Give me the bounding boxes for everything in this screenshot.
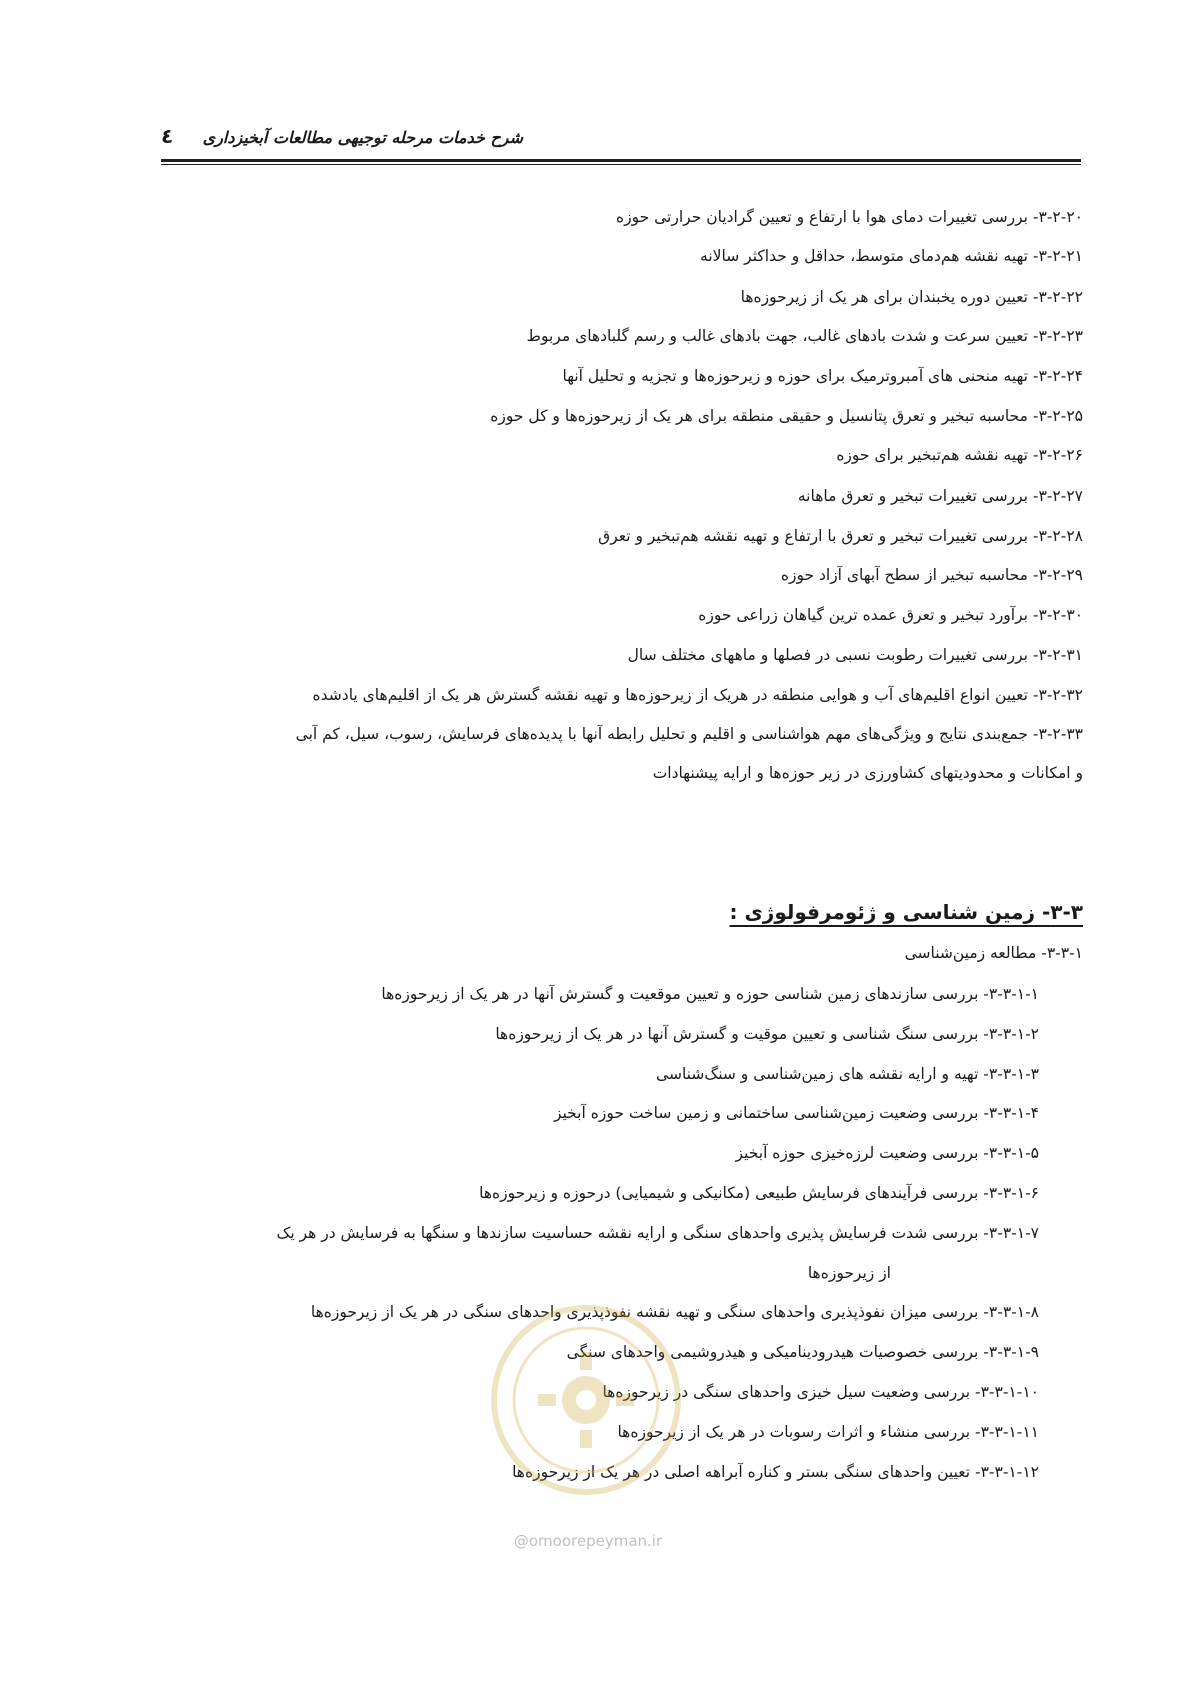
list-item: ۳-۳-۱-۵- بررسی وضعیت لرزه‌خیزی حوزه آبخیز	[735, 1144, 1039, 1162]
list-item: ۳-۲-۲۸- بررسی تغییرات تبخیر و تعرق با ارتفاع و تهیه نقشه هم‌تبخیر و تعرق	[598, 527, 1083, 545]
list-item-continuation: و امکانات و محدودیتهای کشاورزی در زیر حوزه‌ها و ارایه پیشنهادات	[652, 764, 1083, 782]
list-item: ۳-۳-۱-۹- بررسی خصوصیات هیدرودینامیکی و هیدروشیمی واحدهای سنگی	[566, 1343, 1039, 1361]
list-item: ۳-۲-۲۴- تهیه منحنی های آمبروترمیک برای حوزه و زیرحوزه‌ها و تجزیه و تحلیل آنها	[562, 367, 1083, 385]
list-item-continuation: از زیرحوزه‌ها	[807, 1264, 891, 1282]
list-item: ۳-۲-۲۲- تعیین دوره یخبندان برای هر یک از زیرحوزه‌ها	[740, 288, 1083, 306]
list-item: ۳-۲-۲۳- تعیین سرعت و شدت بادهای غالب، جهت بادهای غالب و رسم گلبادهای مربوط	[526, 327, 1083, 345]
list-item: ۳-۲-۲۹- محاسبه تبخیر از سطح آبهای آزاد حوزه	[780, 566, 1083, 584]
page-number: ٤	[161, 124, 174, 148]
list-item: ۳-۲-۲۱- تهیه نقشه هم‌دمای متوسط، حداقل و حداکثر سالانه	[700, 247, 1083, 265]
header-rule-thin	[161, 164, 1081, 165]
list-item: ۳-۳-۱-۱۲- تعیین واحدهای سنگی بستر و کناره آبراهه اصلی در هر یک از زیرحوزه‌ها	[512, 1463, 1039, 1481]
section-heading: ۳-۳- زمین شناسی و ژئومرفولوژی :	[729, 900, 1083, 924]
list-item: ۳-۲-۳۰- برآورد تبخیر و تعرق عمده ترین گیاهان زراعی حوزه	[698, 606, 1083, 624]
list-item: ۳-۳-۱-۱۰- بررسی وضعیت سیل خیزی واحدهای سنگی در زیرحوزه‌ها	[602, 1383, 1039, 1401]
watermark-site-text: @omoorepeyman.ir	[513, 1532, 663, 1550]
list-item: ۳-۲-۲۰- بررسی تغییرات دمای هوا با ارتفاع و تعیین گرادیان حرارتی حوزه	[616, 208, 1083, 226]
list-item: ۳-۲-۳۱- بررسی تغییرات رطوبت نسبی در فصلها و ماههای مختلف سال	[627, 646, 1083, 664]
subsection-title: ۳-۳-۱- مطالعه زمین‌شناسی	[904, 944, 1083, 962]
list-item: ۳-۲-۲۷- بررسی تغییرات تبخیر و تعرق ماهانه	[797, 487, 1083, 505]
list-item: ۳-۳-۱-۸- بررسی میزان نفوذپذیری واحدهای سنگی و تهیه نقشه نفوذپذیری واحدهای سنگی در هر یک از زیرحوزه‌ها	[310, 1303, 1039, 1321]
list-item: ۳-۳-۱-۱۱- بررسی منشاء و اثرات رسوبات در هر یک از زیرحوزه‌ها	[617, 1423, 1039, 1441]
list-item: ۳-۳-۱-۳- تهیه و ارایه نقشه های زمین‌شناسی و سنگ‌شناسی	[656, 1065, 1039, 1083]
watermark-seal-icon	[486, 1300, 686, 1500]
list-item: ۳-۲-۲۶- تهیه نقشه هم‌تبخیر برای حوزه	[836, 446, 1083, 464]
list-item: ۳-۳-۱-۲- بررسی سنگ شناسی و تعیین موقیت و گسترش آنها در هر یک از زیرحوزه‌ها	[495, 1025, 1039, 1043]
list-item: ۳-۲-۲۵- محاسبه تبخیر و تعرق پتانسیل و حقیقی منطقه برای هر یک از زیرحوزه‌ها و کل حوزه	[490, 407, 1083, 425]
list-item: ۳-۲-۳۳- جمع‌بندی نتایج و ویژگی‌های مهم هواشناسی و اقلیم و تحلیل رابطه آنها با پدیده‌های فرسایش، رسوب، سیل، کم آبی	[295, 725, 1083, 743]
header-rule	[161, 159, 1081, 162]
list-item: ۳-۳-۱-۴- بررسی وضعیت زمین‌شناسی ساختمانی و زمین ساخت حوزه آبخیز	[553, 1104, 1039, 1122]
list-item: ۳-۳-۱-۶- بررسی فرآیندهای فرسایش طبیعی (مکانیکی و شیمیایی) درحوزه و زیرحوزه‌ها	[479, 1184, 1039, 1202]
list-item: ۳-۳-۱-۷- بررسی شدت فرسایش پذیری واحدهای سنگی و ارایه نقشه حساسیت سازندها و سنگها به فرسایش در هر یک	[276, 1224, 1039, 1242]
page-header-title: شرح خدمات مرحله توجیهی مطالعات آبخیزداری	[202, 128, 523, 147]
list-item: ۳-۲-۳۲- تعیین انواع اقلیم‌های آب و هوایی منطقه در هریک از زیرحوزه‌ها و تهیه نقشه گسترش هر یک از اقلیم‌های یادشده	[312, 686, 1083, 704]
list-item: ۳-۳-۱-۱- بررسی سازندهای زمین شناسی حوزه و تعیین موقعیت و گسترش آنها در هر یک از زیرحوزه‌ها	[381, 985, 1039, 1003]
